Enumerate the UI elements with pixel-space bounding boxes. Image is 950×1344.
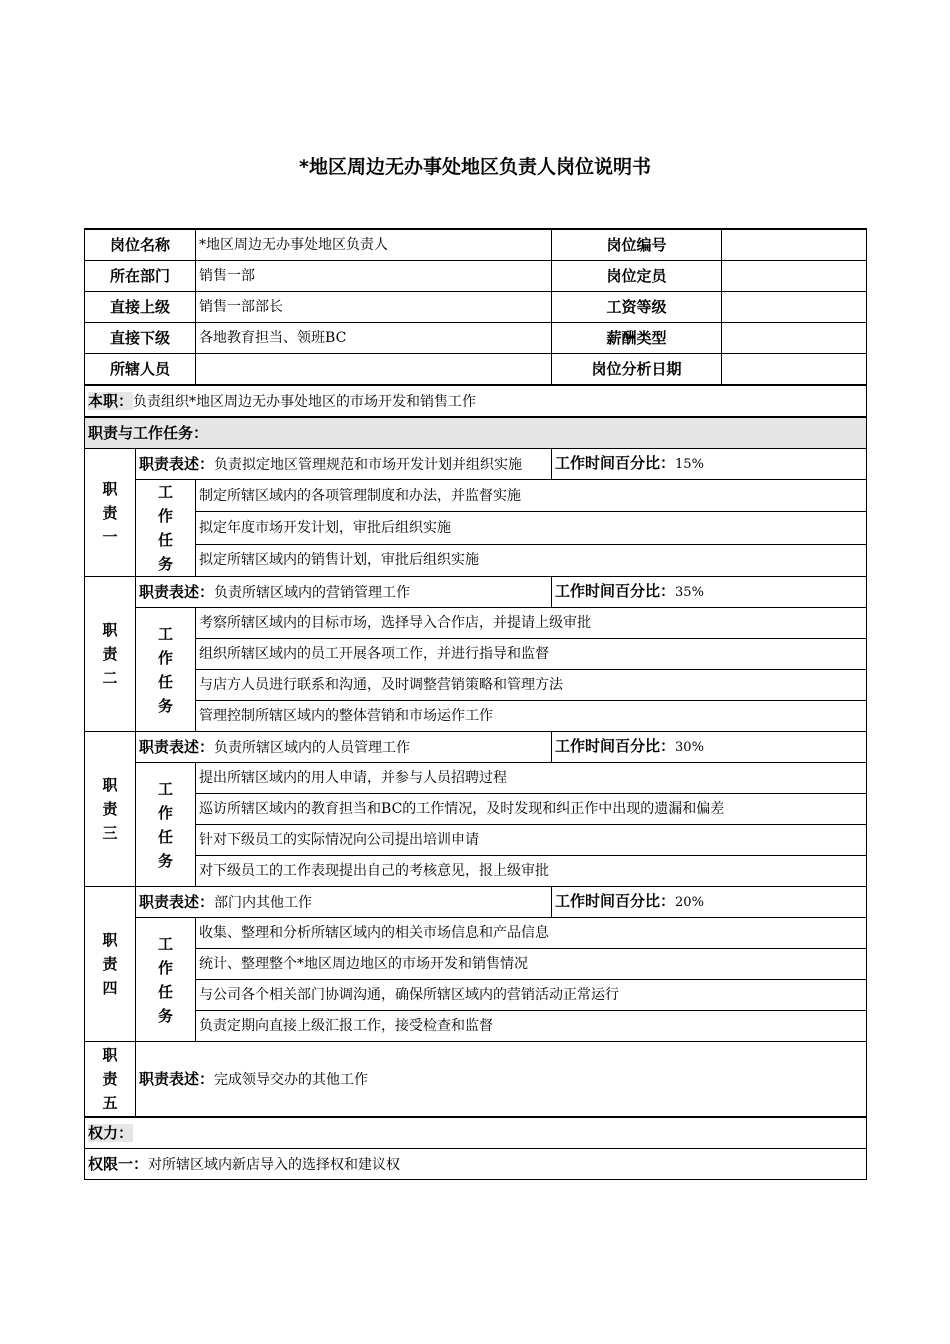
duty-1-statement-text: 负责拟定地区管理规范和市场开发计划并组织实施 (214, 456, 523, 473)
headcount-value (722, 261, 867, 292)
duty-3-task-4: 对下级员工的工作表现提出自己的考核意见，报上级审批 (196, 856, 867, 887)
duty-3-task-3: 针对下级员工的实际情况向公司提出培训申请 (196, 825, 867, 856)
duty-4-task-1: 收集、整理和分析所辖区域内的相关市场信息和产品信息 (196, 918, 867, 949)
duty-2-time-value: 35% (675, 585, 704, 600)
duty-1-tasks-label: 工 作 任 务 (136, 480, 196, 577)
staff-label: 所辖人员 (85, 354, 196, 386)
duty-1-label: 职 责 一 (85, 449, 136, 577)
duty-2-statement (136, 577, 552, 608)
duty-2-task-row (85, 608, 867, 639)
duty-3-task-1: 提出所辖区域内的用人申请，并参与人员招聘过程 (196, 763, 867, 794)
duty-4-task-2: 统计、整理整个*地区周边地区的市场开发和销售情况 (196, 949, 867, 980)
duty-4-task-3: 与公司各个相关部门协调沟通，确保所辖区域内的营销活动正常运行 (196, 980, 867, 1011)
duty-4-task-row (85, 1011, 867, 1042)
staff-value (196, 354, 552, 386)
duty-1-statement-label: 职责表述： (139, 454, 215, 473)
duty-4-statement-row (85, 887, 867, 918)
main-duty-label: 本职： (88, 391, 134, 410)
superior-value: 销售一部部长 (196, 292, 552, 323)
duty-2-task-2: 组织所辖区域内的员工开展各项工作，并进行指导和监督 (196, 639, 867, 670)
duty-4-time-value: 20% (675, 895, 704, 910)
duty-3-time-label: 工作时间百分比： (555, 737, 676, 755)
duty-4-task-4: 负责定期向直接上级汇报工作，接受检查和监督 (196, 1011, 867, 1042)
duty-5-row (85, 1042, 867, 1118)
department-value: 销售一部 (196, 261, 552, 292)
row-department (85, 261, 867, 292)
duty-5-statement-text: 完成领导交办的其他工作 (214, 1071, 369, 1088)
duty-4-tasks-label: 工 作 任 务 (136, 918, 196, 1042)
department-label: 所在部门 (85, 261, 196, 292)
duty-4-statement-text: 部门内其他工作 (214, 894, 313, 911)
row-staff (85, 354, 867, 386)
authority-header (85, 1117, 867, 1149)
position-code-value (722, 229, 867, 261)
headcount-label: 岗位定员 (552, 261, 722, 292)
duty-2-statement-row (85, 577, 867, 608)
authority-1-label: 权限一： (88, 1154, 149, 1173)
duty-4-statement (136, 887, 552, 918)
position-name-label: 岗位名称 (85, 229, 196, 261)
page-title: *地区周边无办事处地区负责人岗位说明书 (299, 156, 651, 178)
duty-1-task-1: 制定所辖区域内的各项管理制度和办法，并监督实施 (196, 480, 867, 512)
row-position-name (85, 229, 867, 261)
duty-3-statement-row (85, 732, 867, 763)
duty-2-tasks-label: 工 作 任 务 (136, 608, 196, 732)
duty-5-label: 职 责 五 (85, 1042, 136, 1118)
duty-4-task-row (85, 980, 867, 1011)
authority-1-value: 对所辖区域内新店导入的选择权和建议权 (148, 1156, 401, 1173)
duty-4-task-row (85, 949, 867, 980)
duty-2-label: 职 责 二 (85, 577, 136, 732)
duty-1-statement-row (85, 449, 867, 480)
subordinate-value: 各地教育担当、领班BC (196, 323, 552, 354)
duty-2-statement-label: 职责表述： (139, 582, 215, 601)
duty-2-task-row (85, 701, 867, 732)
duty-1-task-row (85, 512, 867, 544)
main-duty-value: 负责组织*地区周边无办事处地区的市场开发和销售工作 (133, 393, 477, 410)
duty-2-statement-text: 负责所辖区域内的营销管理工作 (214, 584, 411, 601)
row-authority-header (85, 1117, 867, 1149)
pay-type-value (722, 323, 867, 354)
pay-type-label: 薪酬类型 (552, 323, 722, 354)
position-name-value: *地区周边无办事处地区负责人 (196, 229, 552, 261)
duty-3-time-value: 30% (675, 740, 704, 755)
row-authority-1 (85, 1149, 867, 1180)
job-description-table (84, 228, 867, 1180)
duty-4-time-label: 工作时间百分比： (555, 892, 676, 910)
subordinate-label: 直接下级 (85, 323, 196, 354)
superior-label: 直接上级 (85, 292, 196, 323)
duty-2-time-label: 工作时间百分比： (555, 582, 676, 600)
duty-3-task-row (85, 825, 867, 856)
duty-5-statement (136, 1042, 867, 1118)
duty-1-time-value: 15% (675, 457, 704, 472)
duty-3-statement (136, 732, 552, 763)
authority-1 (85, 1149, 867, 1180)
duty-1-statement (136, 449, 552, 480)
duty-1-task-row (85, 544, 867, 576)
duty-3-statement-text: 负责所辖区域内的人员管理工作 (214, 739, 411, 756)
row-subordinate (85, 323, 867, 354)
duty-4-task-row (85, 918, 867, 949)
duty-2-task-3: 与店方人员进行联系和沟通，及时调整营销策略和管理方法 (196, 670, 867, 701)
duty-3-task-2: 巡访所辖区域内的教育担当和BC的工作情况，及时发现和纠正作中出现的遗漏和偏差 (196, 794, 867, 825)
duty-4-label: 职 责 四 (85, 887, 136, 1042)
main-duty (85, 385, 867, 417)
duty-1-task-2: 拟定年度市场开发计划，审批后组织实施 (196, 512, 867, 544)
duty-4-time (552, 887, 867, 918)
position-code-label: 岗位编号 (552, 229, 722, 261)
salary-grade-value (722, 292, 867, 323)
duty-1-time-label: 工作时间百分比： (555, 454, 676, 472)
row-superior (85, 292, 867, 323)
duty-5-statement-label: 职责表述： (139, 1069, 215, 1088)
row-main-duty (85, 385, 867, 417)
salary-grade-label: 工资等级 (552, 292, 722, 323)
duty-2-task-row (85, 670, 867, 701)
duties-header-text: 职责与工作任务： (88, 423, 209, 442)
duty-2-time (552, 577, 867, 608)
duties-header (85, 417, 867, 449)
authority-header-text: 权力： (88, 1123, 134, 1142)
duty-3-tasks-label: 工 作 任 务 (136, 763, 196, 887)
duty-1-task-row (85, 480, 867, 512)
duty-3-time (552, 732, 867, 763)
duty-3-task-row (85, 856, 867, 887)
duty-3-task-row (85, 763, 867, 794)
row-duties-header (85, 417, 867, 449)
analysis-date-value (722, 354, 867, 386)
duty-2-task-1: 考察所辖区域内的目标市场，选择导入合作店，并提请上级审批 (196, 608, 867, 639)
duty-1-time (552, 449, 867, 480)
analysis-date-label: 岗位分析日期 (552, 354, 722, 386)
duty-3-task-row (85, 794, 867, 825)
duty-3-label: 职 责 三 (85, 732, 136, 887)
duty-2-task-4: 管理控制所辖区域内的整体营销和市场运作工作 (196, 701, 867, 732)
duty-1-task-3: 拟定所辖区域内的销售计划，审批后组织实施 (196, 544, 867, 576)
duty-2-task-row (85, 639, 867, 670)
duty-3-statement-label: 职责表述： (139, 737, 215, 756)
duty-4-statement-label: 职责表述： (139, 892, 215, 911)
